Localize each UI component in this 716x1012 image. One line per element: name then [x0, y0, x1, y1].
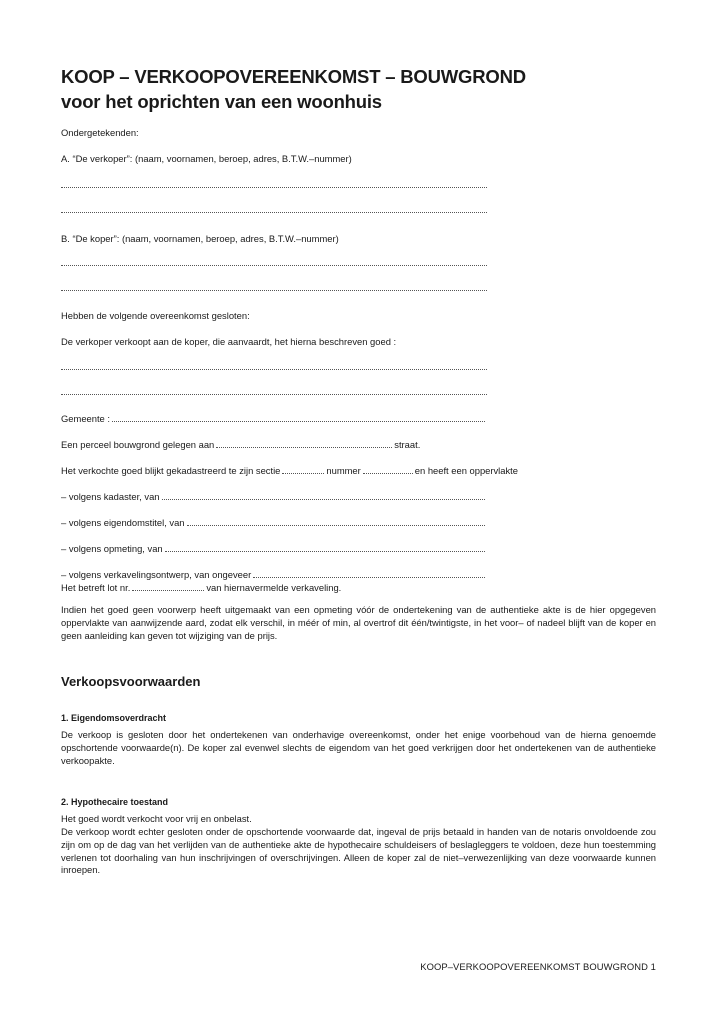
verkaveling-area-row — [61, 569, 487, 581]
document-title: KOOP – VERKOOPOVEREENKOMST – BOUWGROND — [61, 66, 526, 87]
gemeente-fill-line[interactable] — [112, 413, 485, 422]
party-a-fill-line-2[interactable] — [61, 212, 487, 213]
oppervlakte-label: en heeft een oppervlakte — [414, 465, 518, 476]
clause-1-heading: 1. Eigendomsoverdracht — [61, 713, 167, 723]
volgens-opmeting-label: – volgens opmeting, van — [61, 543, 163, 554]
perceel-label: Een perceel bouwgrond gelegen aan — [61, 439, 215, 450]
volgens-verkaveling-label: – volgens verkavelingsontwerp, van ongeveer — [61, 569, 252, 580]
volgens-titel-label: – volgens eigendomstitel, van — [61, 517, 185, 528]
ondergetekenden-label: Ondergetekenden: — [61, 127, 139, 138]
sale-statement: De verkoper verkoopt aan de koper, die aanvaardt, het hierna beschreven goed : — [61, 336, 397, 347]
kadaster-area-fill-line[interactable] — [162, 491, 485, 500]
sectie-fill-line[interactable] — [282, 465, 324, 474]
party-b-label: B. “De koper”: (naam, voornamen, beroep, adres, B.T.W.–nummer) — [61, 233, 339, 244]
party-a-label: A. “De verkoper”: (naam, voornamen, beroep, adres, B.T.W.–nummer) — [61, 153, 352, 164]
clause-2-line-1: Het goed wordt verkocht voor vrij en onbelast. — [61, 813, 252, 824]
volgens-kadaster-label: – volgens kadaster, van — [61, 491, 160, 502]
kadaster-row — [61, 465, 518, 477]
opmeting-area-row — [61, 543, 487, 555]
clause-2-text: De verkoop wordt echter gesloten onder de opschortende voorwaarde dat, ingeval de prijs betaald in handen van de notaris onvoldoende zou zijn om op de dag van het verlijden van de authentieke akte de hypothecaire schuldeisers of beslagleggers te voldoen, deze hun toestemming verlenen tot doorhaling van hun inschrijvingen of overschrijvingen. Alleen de koper zal de niet–verwezenlijking van deze voorwaarde kunnen inroepen. — [61, 826, 656, 876]
titel-area-row — [61, 517, 487, 529]
lot-row — [61, 582, 341, 594]
perceel-suffix: straat. — [394, 439, 421, 450]
party-b-fill-line-1[interactable] — [61, 265, 487, 266]
kadaster-label: Het verkochte goed blijkt gekadastreerd te zijn sectie — [61, 465, 281, 476]
page-footer: KOOP–VERKOOPOVEREENKOMST BOUWGROND 1 — [420, 961, 656, 972]
nummer-fill-line[interactable] — [363, 465, 413, 474]
agreement-text: Hebben de volgende overeenkomst gesloten: — [61, 310, 250, 321]
lot-label: Het betreft lot nr. — [61, 582, 131, 593]
gemeente-label: Gemeente : — [61, 413, 110, 424]
party-b-fill-line-2[interactable] — [61, 290, 487, 291]
document-subtitle: voor het oprichten van een woonhuis — [61, 91, 382, 112]
kadaster-area-row — [61, 491, 487, 503]
verkaveling-area-fill-line[interactable] — [253, 569, 485, 578]
titel-area-fill-line[interactable] — [187, 517, 485, 526]
section-heading: Verkoopsvoorwaarden — [61, 674, 201, 689]
nummer-label: nummer — [326, 465, 361, 476]
opmeting-area-fill-line[interactable] — [165, 543, 485, 552]
lot-suffix: van hiernavermelde verkaveling. — [206, 582, 342, 593]
opmeting-paragraph: Indien het goed geen voorwerp heeft uitgemaakt van een opmeting vóór de ondertekening van de authentieke akte is de hier opgegeven oppervlakte van aanwijzende aard, zodat elk verschil, in méér of min, al overtrof dit één/twintigste, in het voor– of nadeel blijft van de koper en geen aanleiding kan geven tot wijziging van de prijs. — [61, 604, 656, 641]
property-fill-line-2[interactable] — [61, 394, 487, 395]
clause-1-text: De verkoop is gesloten door het ondertekenen van onderhavige overeenkomst, onder het enige voorbehoud van de hierna genoemde opschortende voorwaarde(n). De koper zal evenwel slechts de eigendom van het goed verkrijgen door het ondertekenen van de authentieke verkoopakte. — [61, 729, 656, 766]
perceel-row — [61, 439, 420, 451]
straat-fill-line[interactable] — [216, 439, 392, 448]
party-a-fill-line-1[interactable] — [61, 187, 487, 188]
property-fill-line-1[interactable] — [61, 369, 487, 370]
clause-2-heading: 2. Hypothecaire toestand — [61, 797, 169, 807]
lot-fill-line[interactable] — [132, 582, 204, 591]
gemeente-row — [61, 413, 487, 425]
